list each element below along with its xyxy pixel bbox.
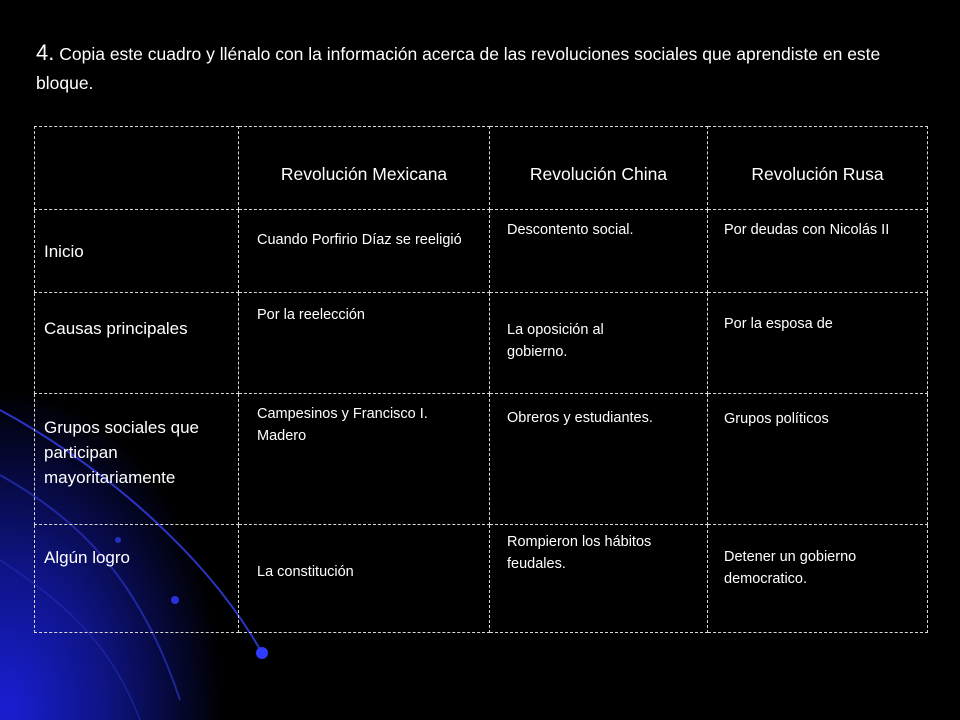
- col-header-rusa: [708, 127, 928, 210]
- table-row: [35, 293, 928, 394]
- col-header-label: Revolución Rusa: [751, 164, 884, 184]
- comparison-table: [34, 126, 928, 633]
- cell-text: Descontento social.: [507, 222, 634, 238]
- table-row: [35, 394, 928, 525]
- table-cell: [239, 210, 490, 293]
- row-header-label: Grupos sociales que participan mayoritariamente: [44, 418, 199, 487]
- cell-text: La oposición al gobierno.: [507, 322, 604, 360]
- instruction-text: [36, 38, 936, 98]
- cell-text: Grupos políticos: [724, 411, 829, 427]
- table-header-row: [35, 127, 928, 210]
- table-cell: [708, 210, 928, 293]
- table-cell: [708, 525, 928, 633]
- row-header-label: Inicio: [44, 242, 84, 261]
- cell-text: Cuando Porfirio Díaz se reeligió: [257, 232, 462, 248]
- row-header-cell: [35, 394, 239, 525]
- cell-text: Campesinos y Francisco I. Madero: [257, 406, 428, 444]
- table-cell: [490, 210, 708, 293]
- decoration-dot: [256, 647, 268, 659]
- cell-text: Detener un gobierno democratico.: [724, 549, 857, 587]
- table-cell: [239, 525, 490, 633]
- table-cell: [708, 293, 928, 394]
- instruction-body: Copia este cuadro y llénalo con la información acerca de las revoluciones sociales que aprendiste en este bloque.: [36, 44, 881, 93]
- row-header-cell: [35, 525, 239, 633]
- table-cell: [490, 394, 708, 525]
- col-header-label: Revolución China: [529, 164, 668, 184]
- table-cell: [239, 394, 490, 525]
- cell-text: Por la reelección: [257, 307, 365, 323]
- cell-text: Por la esposa de: [724, 316, 833, 332]
- corner-cell: [35, 127, 239, 210]
- cell-text: La constitución: [257, 564, 354, 580]
- table-cell: [490, 525, 708, 633]
- row-header-cell: [35, 293, 239, 394]
- row-header-label: Causas principales: [44, 319, 188, 338]
- row-header-label: Algún logro: [44, 548, 131, 567]
- table-cell: [239, 293, 490, 394]
- instruction-number: 4.: [36, 40, 55, 65]
- table-cell: [708, 394, 928, 525]
- row-header-cell: [35, 210, 239, 293]
- table-row: [35, 525, 928, 633]
- table-row: [35, 210, 928, 293]
- col-header-label: Revolución Mexicana: [280, 164, 448, 184]
- table-cell: [490, 293, 708, 394]
- cell-text: Obreros y estudiantes.: [507, 410, 653, 426]
- col-header-mexicana: [239, 127, 490, 210]
- col-header-china: [490, 127, 708, 210]
- cell-text: Rompieron los hábitos feudales.: [507, 534, 652, 572]
- cell-text: Por deudas con Nicolás II: [724, 222, 890, 238]
